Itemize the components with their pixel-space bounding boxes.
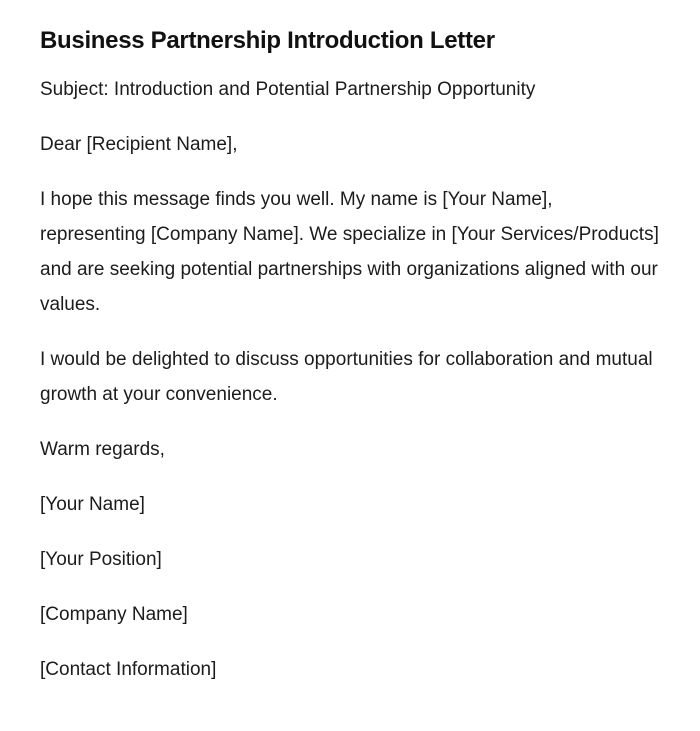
signature-company: [Company Name] (40, 604, 188, 625)
subject-line: Subject: Introduction and Potential Partnership Opportunity (40, 79, 536, 100)
closing: Warm regards, (40, 439, 165, 460)
letter-document (40, 24, 660, 707)
signature-position: [Your Position] (40, 549, 162, 570)
salutation: Dear [Recipient Name], (40, 134, 238, 155)
signature-contact: [Contact Information] (40, 659, 217, 680)
body-paragraph-2: I would be delighted to discuss opportunities for collaboration and mutual growth at your convenience. (40, 349, 653, 405)
signature-name: [Your Name] (40, 494, 145, 515)
document-title: Business Partnership Introduction Letter (40, 27, 495, 54)
body-paragraph-1: I hope this message finds you well. My name is [Your Name], representing [Company Name]. We specialize in [Your Services/Products] and are seeking potential partnerships with organizations aligned with our values. (40, 189, 659, 315)
